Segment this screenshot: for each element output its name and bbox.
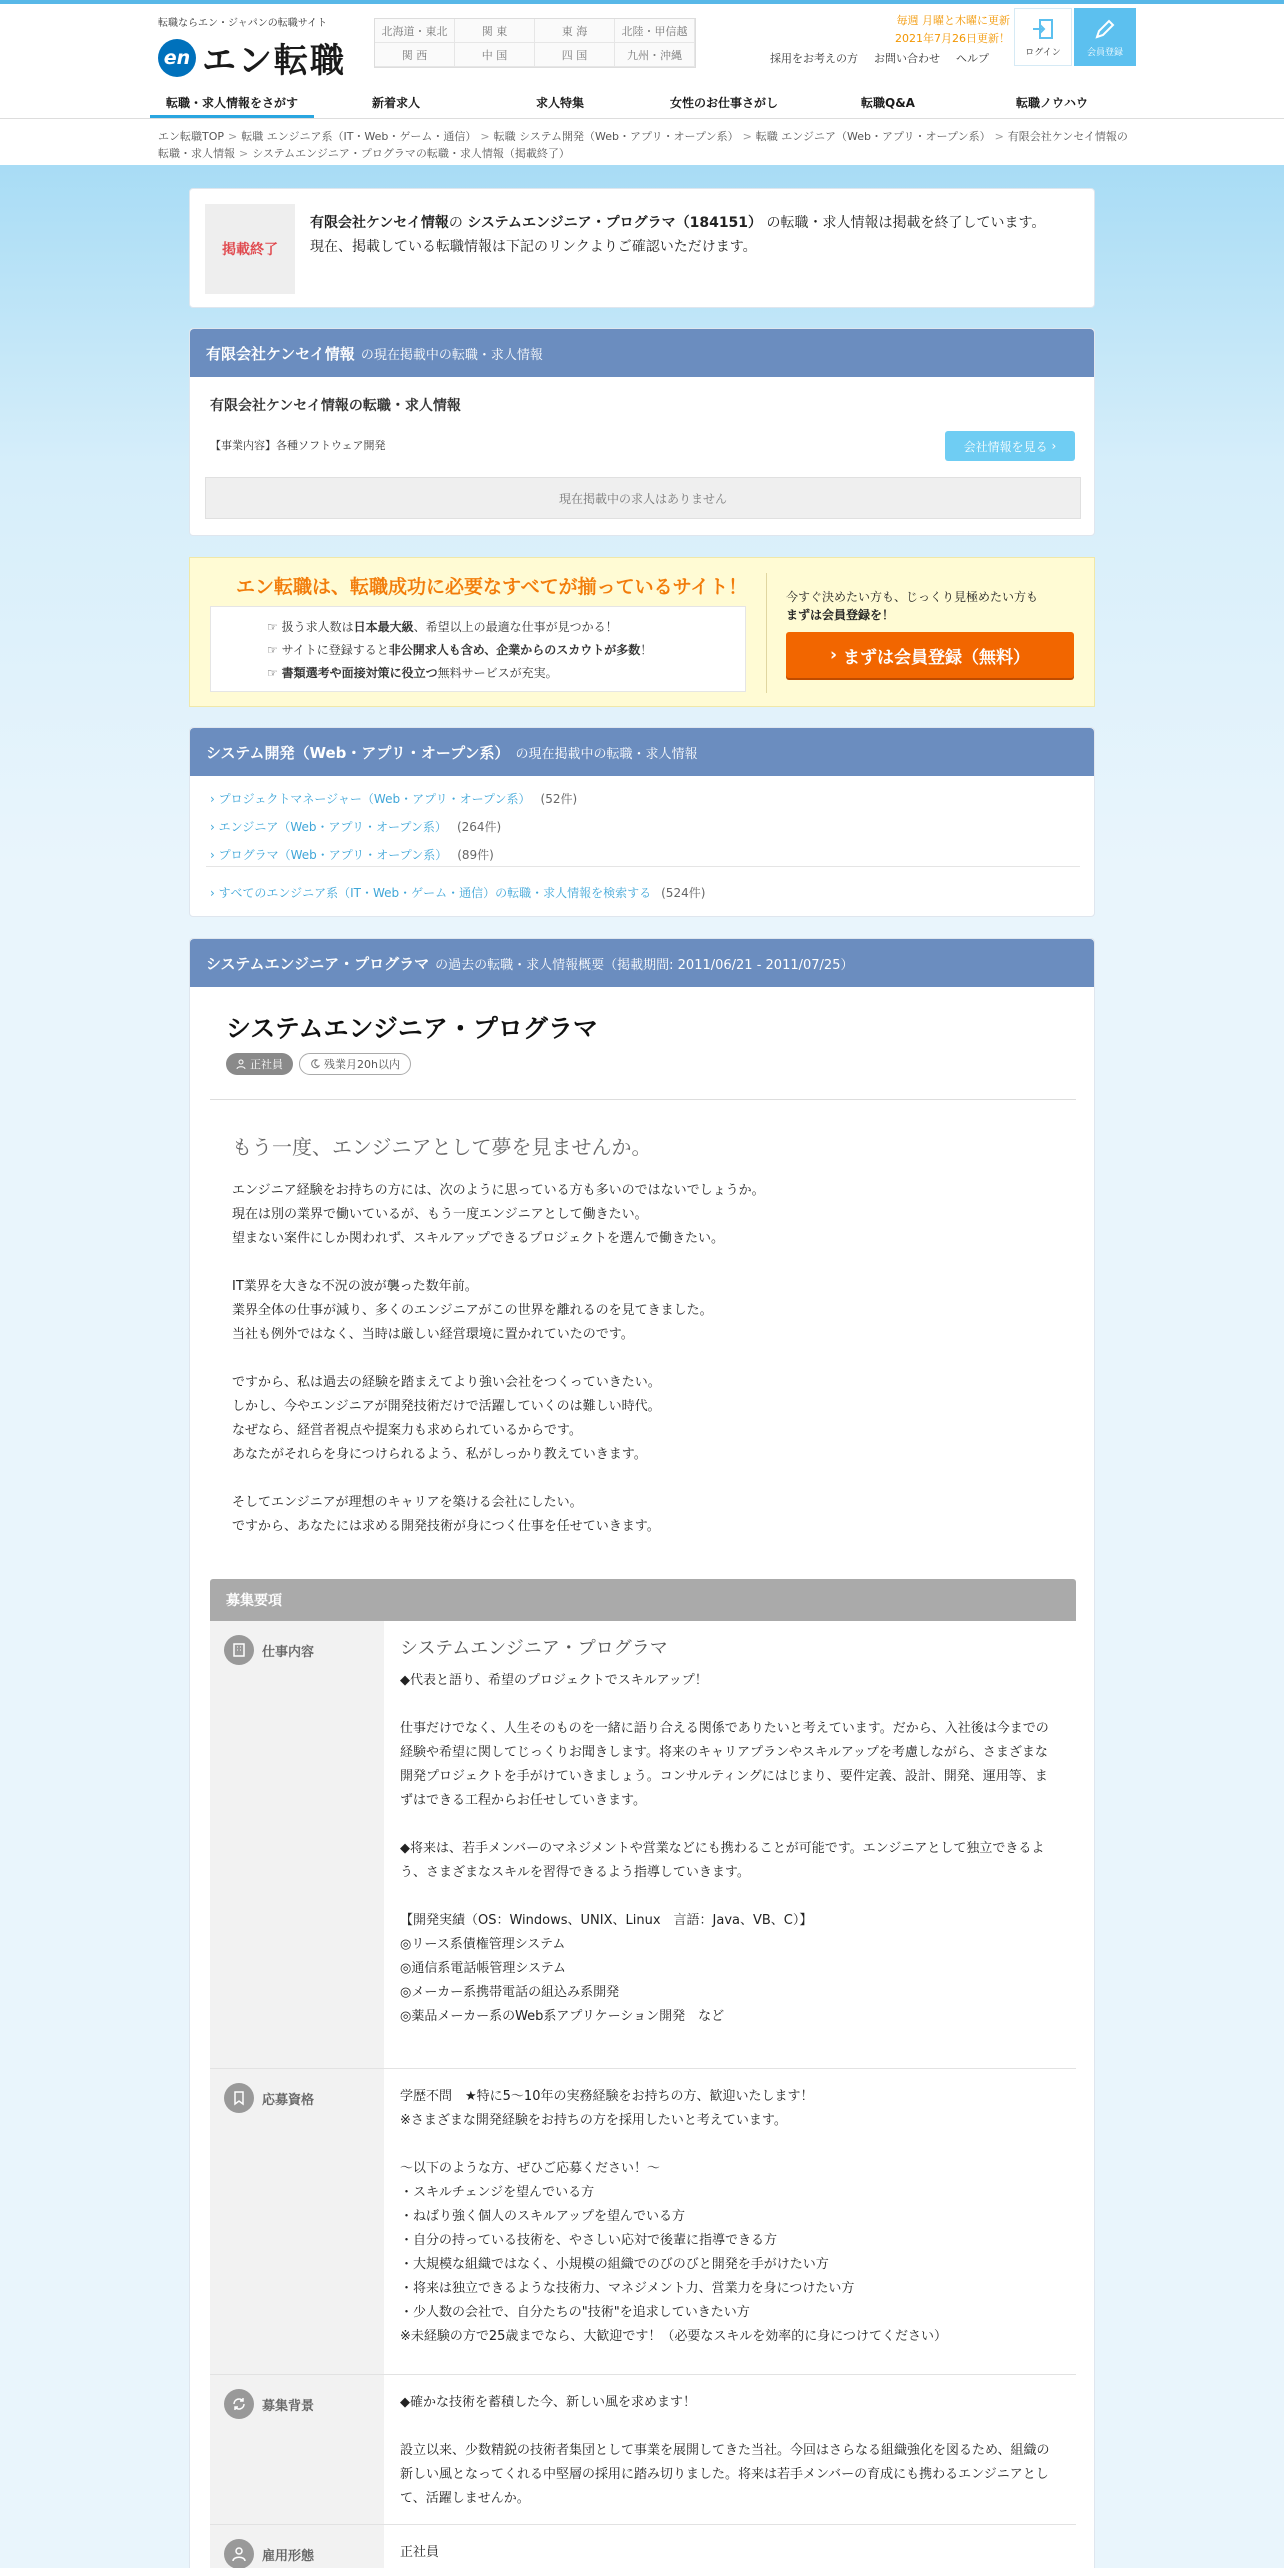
login-button[interactable] [1014, 8, 1072, 66]
gnav-search-jobs[interactable]: 転職・求人情報をさがす [150, 86, 314, 118]
promo-feature-list [210, 606, 746, 692]
register-button[interactable] [1074, 8, 1136, 66]
region-link[interactable]: 関 東 [455, 19, 535, 43]
gnav-knowhow[interactable]: 転職ノウハウ [1015, 95, 1088, 110]
req-label: 雇用形態 [262, 2548, 315, 2564]
logo[interactable] [158, 14, 346, 82]
pencil-icon [1093, 17, 1117, 41]
person-icon [224, 2539, 254, 2568]
region-link[interactable]: 北陸・甲信越 [615, 19, 695, 43]
category-link-pm[interactable]: › プロジェクトマネージャー（Web・アプリ・オープン系） (52件) [210, 790, 577, 807]
util-link-recruit[interactable]: 採用をお考えの方 [770, 52, 858, 65]
no-jobs-message: 現在掲載中の求人はありません [205, 477, 1081, 519]
category-link-all[interactable]: › すべてのエンジニア系（IT・Web・ゲーム・通信）の転職・求人情報を検索する (524件) [210, 884, 705, 901]
overtime-badge: 残業月20h以内 [299, 1053, 411, 1075]
ended-message: 有限会社ケンセイ情報の システムエンジニア・プログラマ（184151） の転職・求人情報は掲載を終了しています。 現在、掲載している転職情報は下記のリンクよりご確認いただけます。 [310, 215, 1046, 255]
utility-links [770, 50, 989, 66]
update-schedule: 毎週 月曜と木曜に更新 [896, 14, 1010, 27]
company-business: 【事業内容】各種ソフトウェア開発 [210, 439, 386, 452]
promo-cta-text: 今すぐ決めたい方も、じっくり見極めたい方も まずは会員登録を！ [786, 590, 1039, 622]
category-panel-header: システム開発（Web・アプリ・オープン系） の現在掲載中の転職・求人情報 [190, 728, 1094, 776]
breadcrumb-item[interactable]: 転職 エンジニア系（IT・Web・ゲーム・通信） [241, 130, 477, 143]
breadcrumb-item[interactable]: エン転職TOP [158, 130, 225, 143]
register-label: 会員登録 [1086, 47, 1123, 58]
login-label: ログイン [1025, 47, 1061, 58]
breadcrumb-item[interactable]: 転職 エンジニア（Web・アプリ・オープン系） [755, 130, 991, 143]
category-link-engineer[interactable]: › エンジニア（Web・アプリ・オープン系） (264件) [210, 818, 501, 835]
company-panel-header: 有限会社ケンセイ情報 の現在掲載中の転職・求人情報 [190, 329, 1094, 377]
req-value: 学歴不問 ★特に5～10年の実務経験をお持ちの方、歓迎いたします！ ※さまざまな開発経験をお持ちの方を採用したいと考えています。 ～以下のような方、ぜひご応募ください！～ ・スキルチェンジを望んでいる方 ・ねばり強く個人のスキルアップを望んでいる方 ・自分の持っている技術を、やさしい応対で後輩に指導できる方 ・大規模な組織ではなく、小規模の組織でのびのびと開発を手がけたい方 ・将来は独立できるような技術力、マネジメント力、営業力を身につけたい方 ・少人数の会社で、自分たちの"技術"を追求していきたい方 ※未経験の方で25歳までなら、大歓迎です！（必要なスキルを効率的に身につけてください） [400, 2089, 948, 2344]
req-label: 仕事内容 [262, 1644, 315, 1660]
breadcrumb-item[interactable]: 転職 システム開発（Web・アプリ・オープン系） [493, 130, 739, 143]
logo-mark: en [158, 39, 196, 77]
update-notice [880, 12, 1010, 48]
site-header [0, 4, 1284, 86]
company-head-name: 有限会社ケンセイ情報 [206, 344, 355, 363]
category-divider [206, 866, 1080, 867]
req-row-job-content [210, 1621, 1076, 2069]
bookmark-icon [224, 2083, 254, 2113]
req-label: 応募資格 [262, 2092, 315, 2108]
req-row-background [210, 2375, 1076, 2525]
region-link[interactable]: 中 国 [455, 43, 535, 67]
person-icon [236, 1059, 246, 1069]
breadcrumb-current: システムエンジニア・プログラマの転職・求人情報（掲載終了） [252, 147, 570, 160]
req-label: 募集背景 [262, 2398, 315, 2414]
building-icon [224, 1635, 254, 1665]
ended-line2: 現在、掲載している転職情報は下記のリンクよりご確認いただけます。 [310, 239, 757, 255]
ended-company: 有限会社ケンセイ情報 [310, 215, 449, 231]
promo-item: ☞ 扱う求人数は日本最大級、希望以上の最適な仕事が見つかる！ [267, 616, 745, 639]
job-tags [226, 1053, 411, 1075]
company-title: 有限会社ケンセイ情報の転職・求人情報 [210, 398, 461, 414]
job-panel-header: システムエンジニア・プログラマ の過去の転職・求人情報概要（掲載期間: 2011/06/21 - 2011/07/25） [190, 939, 1094, 987]
update-date: 2021年7月26日更新！ [895, 32, 1010, 45]
company-info-button[interactable]: 会社情報を見る › [945, 431, 1075, 461]
nav-divider [0, 118, 1284, 119]
gnav-features[interactable]: 求人特集 [535, 95, 584, 110]
past-job-panel [189, 938, 1095, 2568]
promo-banner [189, 557, 1095, 707]
moon-icon [310, 1059, 320, 1069]
promo-divider [766, 573, 767, 693]
job-title: システムエンジニア・プログラマ [226, 1014, 598, 1043]
region-link[interactable]: 東 海 [535, 19, 615, 43]
gnav-qa[interactable]: 転職Q&A [861, 95, 915, 110]
company-jobs-panel [189, 328, 1095, 536]
global-nav [150, 86, 1134, 118]
breadcrumb: エン転職TOP > 転職 エンジニア系（IT・Web・ゲーム・通信） > 転職 システム開発（Web・アプリ・オープン系） > 転職 エンジニア（Web・アプリ・オープン系） > 有限会社ケンセイ情報の転職・求人情報 > システムエンジニア・プログラマの転職・求人情報（掲載終了） [158, 130, 1128, 160]
util-link-help[interactable]: ヘルプ [956, 52, 989, 65]
requirements-header: 募集要項 [210, 1579, 1076, 1621]
req-value: システムエンジニア・プログラマ ◆代表と語り、希望のプロジェクトでスキルアップ！ 仕事だけでなく、人生そのものを一緒に語り合える関係でありたいと考えています。だから、入社後は今までの経験や希望に関してじっくりお聞きします。将来のキャリアプランやスキルアップを考慮しながら、さまざまな開発プロジェクトを手がけていきましょう。コンサルティングにはじまり、要件定義、設計、開発、運用等、まずはできる工程からお任せしていきます。 ◆将来は、若手メンバーのマネジメントや営業などにも携わることが可能です。エンジニアとして独立できるよう、さまざまなスキルを習得できるよう指導していきます。 【開発実績（OS：Windows、UNIX、Linux 言語：Java、VB、C）】 ◎リース系債権管理システム ◎通信系電話帳管理システム ◎メーカー系携帯電話の組込み系開発 ◎薬品メーカー系のWeb系アプリケーション開発 など [400, 1638, 1049, 2024]
category-head-name: システム開発（Web・アプリ・オープン系） [206, 743, 510, 762]
employment-type-badge: 正社員 [226, 1053, 293, 1075]
req-row-qualifications [210, 2069, 1076, 2375]
job-divider [210, 1099, 1076, 1100]
req-value: 正社員 [400, 2545, 440, 2560]
job-catchcopy: もう一度、エンジニアとして夢を見ませんか。 [232, 1135, 652, 1159]
region-link[interactable]: 北海道・東北 [375, 19, 455, 43]
ended-job: システムエンジニア・プログラマ（184151） [467, 215, 763, 231]
job-head-name: システムエンジニア・プログラマ [206, 954, 430, 973]
promo-item: ☞ サイトに登録すると非公開求人も含め、企業からのスカウトが多数！ [267, 639, 745, 662]
util-link-contact[interactable]: お問い合わせ [874, 52, 940, 65]
login-icon [1031, 17, 1055, 41]
req-value: ◆確かな技術を蓄積した今、新しい風を求めます！ 設立以来、少数精鋭の技術者集団として事業を展開してきた当社。今回はさらなる組織強化を図るため、組織の新しい風となってくれる中堅層の採用に踏み切りました。将来は若手メンバーの育成にも携わるエンジニアとして、活躍しませんか。 [400, 2395, 1050, 2506]
ended-badge: 掲載終了 [205, 204, 295, 294]
region-selector [374, 18, 696, 68]
category-link-programmer[interactable]: › プログラマ（Web・アプリ・オープン系） (89件) [210, 846, 494, 863]
promo-item: ☞ 書類選考や面接対策に役立つ無料サービスが充実。 [267, 662, 745, 685]
breadcrumb-item[interactable]: 有限会社ケンセイ情報の転職・求人情報 [158, 130, 1128, 160]
req-row-employment [210, 2525, 1076, 2568]
gnav-women[interactable]: 女性のお仕事さがし [669, 95, 778, 110]
gnav-new-jobs[interactable]: 新着求人 [371, 95, 420, 110]
listing-ended-notice [189, 188, 1095, 308]
region-link[interactable]: 九州・沖縄 [615, 43, 695, 67]
register-free-button[interactable]: › まずは会員登録（無料） [786, 632, 1074, 678]
region-link[interactable]: 関 西 [375, 43, 455, 67]
job-intro: エンジニア経験をお持ちの方には、次のように思っている方も多いのではないでしょうか。 現在は別の業界で働いているが、もう一度エンジニアとして働きたい。 望まない案件にしか関われず、スキルアップできるプロジェクトを選んで働きたい。 IT業界を大きな不況の波が襲った数年前。 業界全体の仕事が減り、多くのエンジニアがこの世界を離れるのを見てきました。 当社も例外ではなく、当時は厳しい経営環境に置かれていたのです。 ですから、私は過去の経験を踏まえてより強い会社をつくっていきたい。 しかし、今やエンジニアが開発技術だけで活躍していくのは難しい時代。 なぜなら、経営者視点や提案力も求められているからです。 あなたがそれらを身につけられるよう、私がしっかり教えていきます。 そしてエンジニアが理想のキャリアを築ける会社にしたい。 ですから、あなたには求める開発技術が身につく仕事を任せていきます。 [232, 1183, 765, 1534]
logo-text: エン転職 [202, 41, 346, 81]
refresh-icon [224, 2389, 254, 2419]
site-tagline: 転職ならエン・ジャパンの転職サイト [158, 18, 328, 29]
category-jobs-panel [189, 727, 1095, 917]
promo-title: エン転職は、転職成功に必要なすべてが揃っているサイト！ [236, 576, 748, 598]
region-link[interactable]: 四 国 [535, 43, 615, 67]
